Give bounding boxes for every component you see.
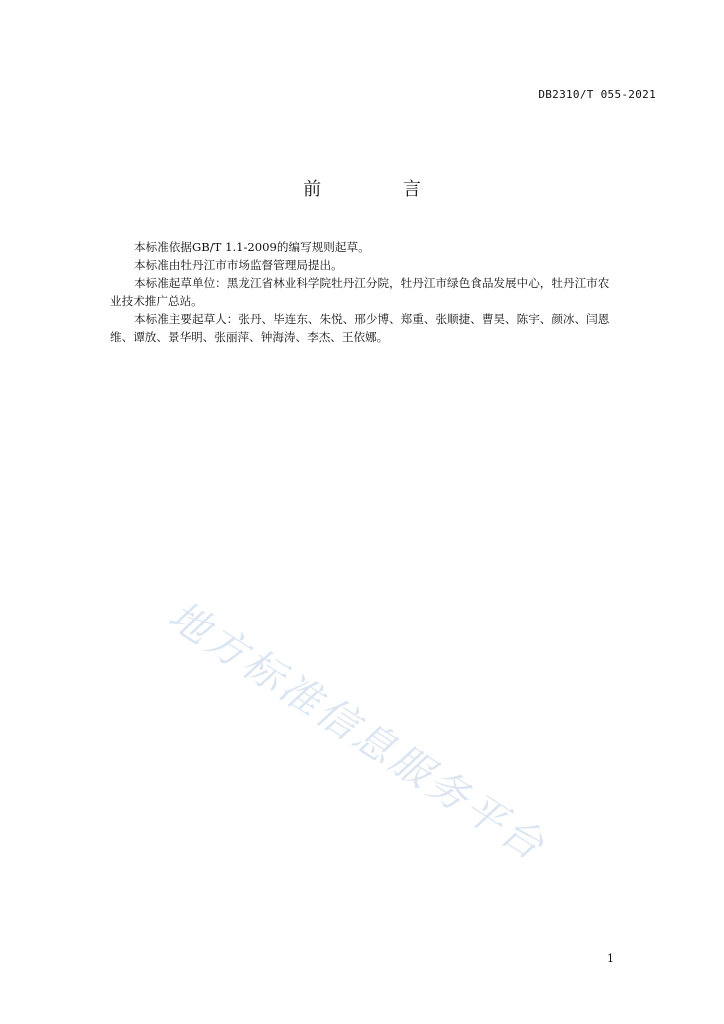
page-number: 1 xyxy=(607,952,614,965)
document-code: DB2310/T 055-2021 xyxy=(538,88,656,101)
watermark: 地方标准信息服务平台 xyxy=(160,592,555,871)
paragraph-drafting-unit: 本标准起草单位：黑龙江省林业科学院牡丹江分院，牡丹江市绿色食品发展中心，牡丹江市农业技术推广总站。 xyxy=(110,276,610,308)
paragraph-drafting-rule: 本标准依据GB/T 1.1-2009的编写规则起草。 xyxy=(134,240,370,254)
paragraph-proposer: 本标准由牡丹江市市场监督管理局提出。 xyxy=(134,258,343,272)
body-text xyxy=(110,238,620,346)
paragraph-drafters: 本标准主要起草人：张丹、毕连东、朱悦、邢少博、郑重、张顺捷、曹昊、陈宇、颜冰、闫恩维、谭放、景华明、张丽萍、钟海涛、李杰、王依娜。 xyxy=(110,312,610,344)
page-title: 前 言 xyxy=(303,179,459,200)
